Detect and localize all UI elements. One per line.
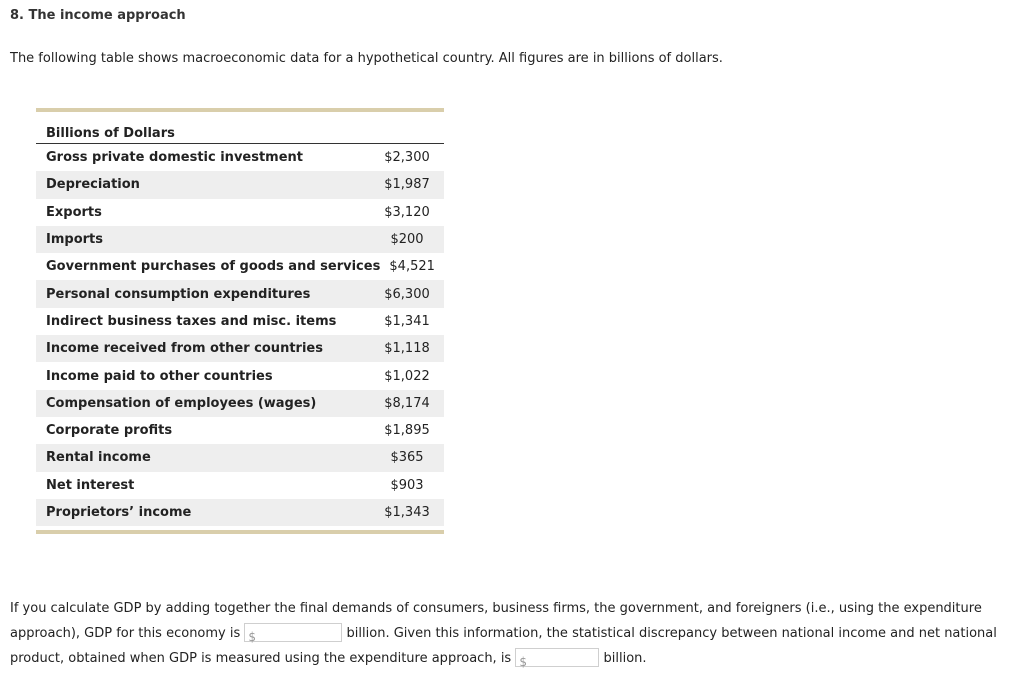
gdp-dollar-sign: $ xyxy=(248,629,257,644)
question-part-2: billion. Given this information, the statistical discrepancy between national income and net national product, obtained when GDP is measured using the expenditure approach, is xyxy=(10,626,997,666)
table-row xyxy=(36,335,444,362)
question-part-3: billion. xyxy=(603,651,647,666)
table-row xyxy=(36,417,444,444)
table-header: Billions of Dollars xyxy=(36,112,444,144)
question-text xyxy=(10,596,1010,671)
row-label: Rental income xyxy=(46,450,151,466)
row-value: $1,895 xyxy=(384,423,430,439)
row-label: Proprietors’ income xyxy=(46,505,192,520)
row-label: Net interest xyxy=(46,477,135,493)
row-value: $6,300 xyxy=(384,286,430,302)
row-value: $1,987 xyxy=(384,177,430,193)
row-value: $1,341 xyxy=(384,313,430,329)
table-row xyxy=(36,444,444,471)
row-value: $903 xyxy=(390,477,424,493)
intro-text: The following table shows macroeconomic data for a hypothetical country. All figures are in billions of dollars. xyxy=(10,51,723,66)
row-value: $365 xyxy=(390,450,424,466)
row-label: Income paid to other countries xyxy=(46,368,273,384)
gdp-answer-input[interactable] xyxy=(245,627,341,644)
row-value: $200 xyxy=(390,232,424,248)
table-row xyxy=(36,280,444,307)
row-value: $1,343 xyxy=(384,505,430,520)
row-value: $3,120 xyxy=(384,204,430,220)
data-table xyxy=(36,108,444,534)
table-row xyxy=(36,499,444,526)
table-row xyxy=(36,171,444,198)
row-label: Government purchases of goods and services xyxy=(46,259,381,275)
row-label: Depreciation xyxy=(46,177,140,193)
table-row xyxy=(36,362,444,389)
row-value: $8,174 xyxy=(384,395,430,411)
discrepancy-answer-box[interactable] xyxy=(515,648,599,667)
table-row xyxy=(36,199,444,226)
row-value: $4,521 xyxy=(389,259,435,275)
table-body xyxy=(36,144,444,526)
table-row xyxy=(36,226,444,253)
row-value: $2,300 xyxy=(384,150,430,166)
row-label: Gross private domestic investment xyxy=(46,150,304,166)
discrepancy-answer-input[interactable] xyxy=(516,652,598,669)
table-row xyxy=(36,390,444,417)
table-row xyxy=(36,144,444,171)
row-label: Personal consumption expenditures xyxy=(46,286,311,302)
question-part-1: If you calculate GDP by adding together the final demands of consumers, business firms, the government, and foreigners (i.e., using the expenditure approach), GDP for this economy is xyxy=(10,601,982,641)
table-row xyxy=(36,253,444,280)
table-bottom-bar xyxy=(36,530,444,534)
row-value: $1,022 xyxy=(384,368,430,384)
row-value: $1,118 xyxy=(384,341,430,357)
gdp-answer-box[interactable] xyxy=(244,623,342,642)
table-row xyxy=(36,308,444,335)
row-label: Exports xyxy=(46,204,102,220)
row-label: Corporate profits xyxy=(46,423,173,439)
row-label: Income received from other countries xyxy=(46,341,323,357)
row-label: Compensation of employees (wages) xyxy=(46,395,317,411)
row-label: Imports xyxy=(46,232,103,248)
section-heading: 8. The income approach xyxy=(10,8,186,23)
row-label: Indirect business taxes and misc. items xyxy=(46,313,337,329)
table-row xyxy=(36,472,444,499)
discrepancy-dollar-sign: $ xyxy=(519,654,527,669)
